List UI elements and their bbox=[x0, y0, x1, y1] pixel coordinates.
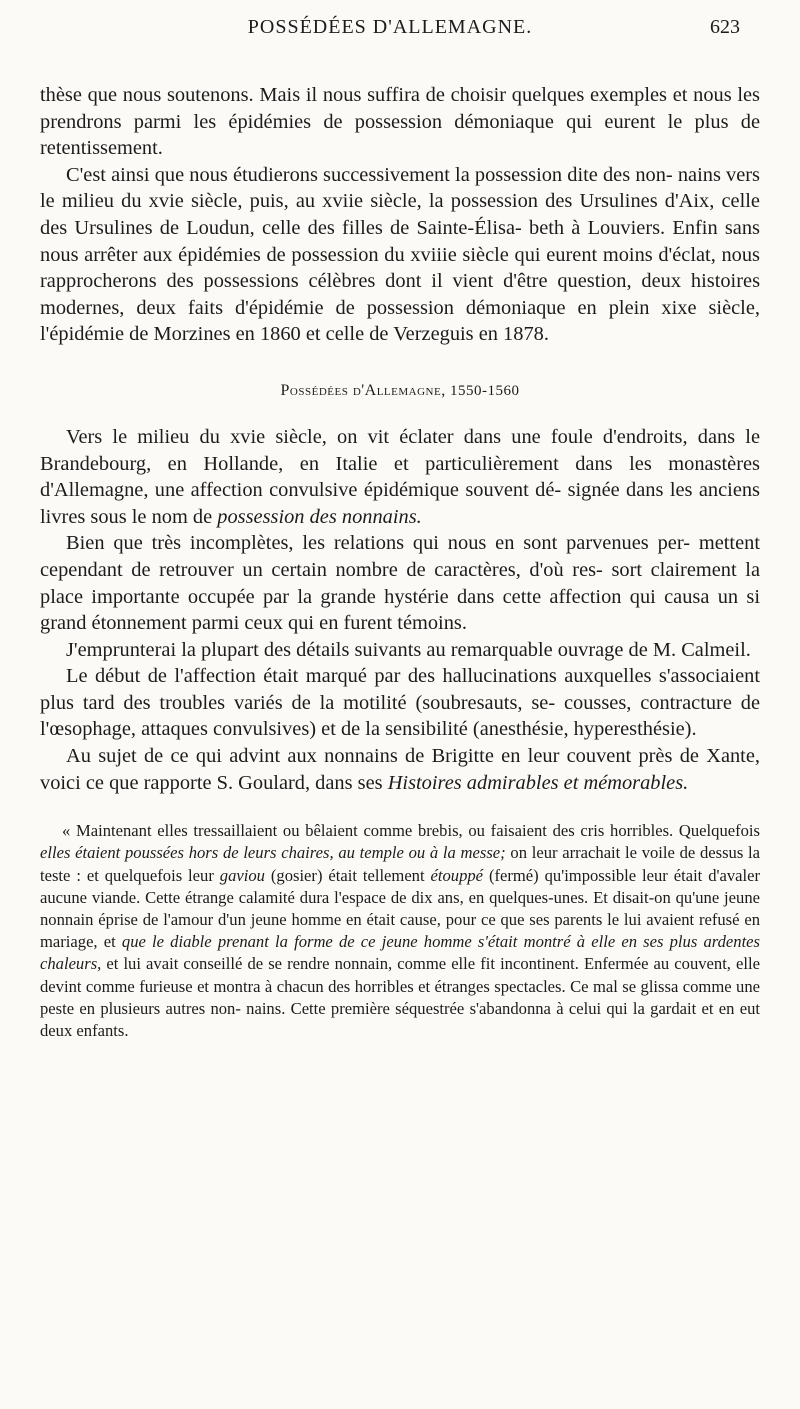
quote-paragraph bbox=[40, 820, 760, 1042]
section-heading-title: Possédées d'Allemagne, bbox=[280, 381, 446, 399]
quote-italic-4: que le diable prenant la forme de ce jeune homme s'était montré à elle en ses plus ardentes chaleurs, bbox=[40, 932, 761, 974]
paragraph-6: Le début de l'affection était marqué par des hallucinations auxquelles s'associaient plus tard des troubles variés de la motilité (soubresauts, se- cousses, contracture de l'œsophage, attaques convulsives) et de la sensibilité (anesthésie, hyperesthésie). bbox=[40, 665, 760, 741]
paragraph-4: Bien que très incomplètes, les relations qui nous en sont parvenues per- mettent cependant de retrouver un certain nombre de caractères, d'où res- sort clairement la place importante occupée par la grande hystérie dans cette affection qui causa un si grand étonnement parmi ceux qui en furent témoins. bbox=[40, 532, 760, 635]
block-quote bbox=[40, 820, 760, 1042]
paragraph-7-text: Au sujet de ce qui advint aux nonnains de Brigitte en leur couvent près de Xante, voici ce que rapporte S. Goulard, dans ses bbox=[40, 745, 760, 794]
paragraph-7 bbox=[40, 743, 760, 796]
paragraph-3-text: Vers le milieu du xvie siècle, on vit éclater dans une foule d'endroits, dans le Brandebourg, en Hollande, en Italie et particulièrement dans les monastères d'Allemagne, une affection convulsive épidémique souvent dé- signée dans les anciens livres sous le nom de bbox=[40, 425, 760, 528]
body-text bbox=[40, 82, 760, 1042]
section-heading-years: 1550-1560 bbox=[449, 382, 520, 399]
page-number: 623 bbox=[710, 16, 740, 38]
quote-italic-1: elles étaient poussées hors de leurs chaires, au temple ou à la messe; bbox=[40, 843, 506, 863]
section-heading bbox=[40, 382, 760, 400]
quote-text-2: on leur arrachait le voile de dessus la teste : et quelquefois leur bbox=[40, 843, 760, 885]
paragraph-1: thèse que nous soutenons. Mais il nous suffira de choisir quelques exemples et nous les prendrons parmi les épidémies de possession démoniaque qui eurent le plus de retentissement. bbox=[40, 84, 760, 160]
paragraph-2: C'est ainsi que nous étudierons successivement la possession dite des non- nains vers le milieu du xvie siècle, puis, au xviie siècle, la possession des Ursulines d'Aix, celle des Ursulines de Loudun, celle des filles de Sainte-Élisa- beth à Louviers. Enfin sans nous arrêter aux épidémies de possession du xviiie siècle qui eurent moins d'éclat, nous rapprocherons des possessions célèbres dont il vient d'être question, deux histoires modernes, deux faits d'épidémie de possession démoniaque en plein xixe siècle, l'épidémie de Morzines en 1860 et celle de Verzeguis en 1878. bbox=[40, 163, 760, 346]
paragraph-3-italic: possession des nonnains. bbox=[217, 505, 422, 528]
quote-text-4: (fermé) qu'impossible leur était d'avaler aucune viande. Cette étrange calamité dura l'espace de dix ans, en quelques-unes. Et disait-on qu'une jeune nonnain éprise de l'amour d'un jeune homme en était cause, pour ce que ses parents le lui avaient refusé en mariage, et bbox=[40, 865, 761, 952]
quote-italic-2: gaviou bbox=[219, 865, 265, 885]
paragraph-5: J'emprunterai la plupart des détails suivants au remarquable ouvrage de M. Calmeil. bbox=[66, 638, 751, 661]
paragraph-3 bbox=[40, 424, 760, 530]
quote-text-1: « Maintenant elles tressaillaient ou bêlaient comme brebis, ou faisaient des cris horribles. Quelquefois bbox=[62, 821, 760, 841]
paragraph-7-italic: Histoires admirables et mémorables. bbox=[387, 771, 689, 794]
quote-italic-3: étouppé bbox=[430, 865, 484, 885]
quote-text-5: et lui avait conseillé de se rendre nonnain, comme elle fit incontinent. Enfermée au couvent, elle devint comme furieuse et montra à chacun des horribles et étranges spectacles. Ce mal se glissa comme une peste en plusieurs autres non- nains. Cette première séquestrée s'abandonna à celui qui la gardait et en eut deux enfants. bbox=[40, 954, 760, 1041]
quote-text-3: (gosier) était tellement bbox=[264, 865, 431, 885]
running-title: POSSÉDÉES D'ALLEMAGNE. bbox=[247, 16, 533, 38]
running-head bbox=[40, 14, 740, 44]
